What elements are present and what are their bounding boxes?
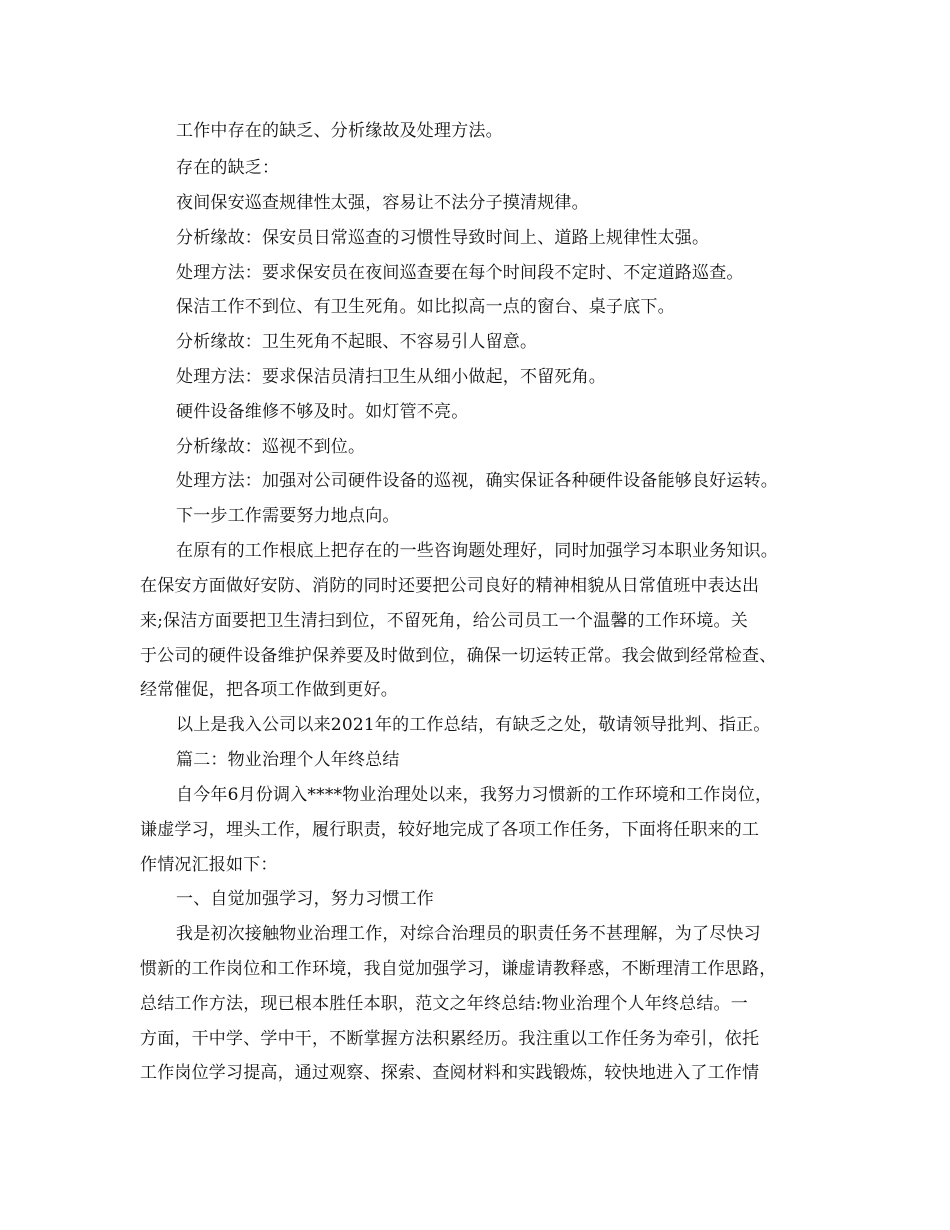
text-line: 分析缘故：卫生死角不起眼、不容易引人留意。 [176,332,538,352]
text-line: 在保安方面做好安防、消防的同时还要把公司良好的精神相貌从日常值班中表达出 [140,576,760,596]
text-line: 处理方法：要求保洁员清扫卫生从细小做起，不留死角。 [176,367,606,387]
text-line: 处理方法：要求保安员在夜间巡查要在每个时间段不定时、不定道路巡查。 [176,263,744,283]
text-line: 处理方法：加强对公司硬件设备的巡视，确实保证各种硬件设备能够良好运转。 [176,471,778,491]
text-line: 于公司的硬件设备维护保养要及时做到位，确保一切运转正常。我会做到经常检查、 [140,646,777,666]
text-line: 我是初次接触物业治理工作，对综合治理员的职责任务不甚理解，为了尽快习 [176,924,761,944]
text-line: 在原有的工作根底上把存在的一些咨询题处理好，同时加强学习本职业务知识。 [176,541,778,561]
text-line: 下一步工作需要努力地点向。 [176,506,400,526]
text-line: 以上是我入公司以来2021年的工作总结，有缺乏之处，敬请领导批判、指正。 [176,715,771,735]
text-line: 存在的缺乏： [176,158,280,178]
section-heading: 一、自觉加强学习，努力习惯工作 [176,889,434,909]
text-line: 方面，干中学、学中干，不断掌握方法积累经历。我注重以工作任务为牵引，依托 [140,1029,760,1049]
text-line: 工作岗位学习提高，通过观察、探索、查阅材料和实践锻炼，较快地进入了工作情 [140,1063,760,1083]
text-line: 谦虚学习，埋头工作，履行职责，较好地完成了各项工作任务，下面将任职来的工 [140,820,760,840]
section-heading: 篇二：物业治理个人年终总结 [176,750,400,770]
text-line: 经常催促，把各项工作做到更好。 [140,680,398,700]
text-line: 作情况汇报如下： [140,855,278,875]
text-line: 夜间保安巡查规律性太强，容易让不法分子摸清规律。 [176,193,589,213]
text-line: 硬件设备维修不够及时。如灯管不亮。 [176,402,469,422]
text-line: 惯新的工作岗位和工作环境，我自觉加强学习，谦虚请教释惑，不断理清工作思路， [140,959,777,979]
text-line: 工作中存在的缺乏、分析缘故及处理方法。 [176,121,503,141]
text-line: 分析缘故：巡视不到位。 [176,437,366,457]
text-line: 分析缘故：保安员日常巡查的习惯性导致时间上、道路上规律性太强。 [176,228,710,248]
text-line: 保洁工作不到位、有卫生死角。如比拟高一点的窗台、桌子底下。 [176,297,675,317]
text-line: 来;保洁方面要把卫生清扫到位，不留死角，给公司员工一个温馨的工作环境。关 [140,611,748,631]
text-line: 自今年6月份调入****物业治理处以来，我努力习惯新的工作环境和工作岗位， [176,785,773,805]
text-line: 总结工作方法，现已根本胜任本职，范文之年终总结:物业治理个人年终总结。一 [140,994,748,1014]
